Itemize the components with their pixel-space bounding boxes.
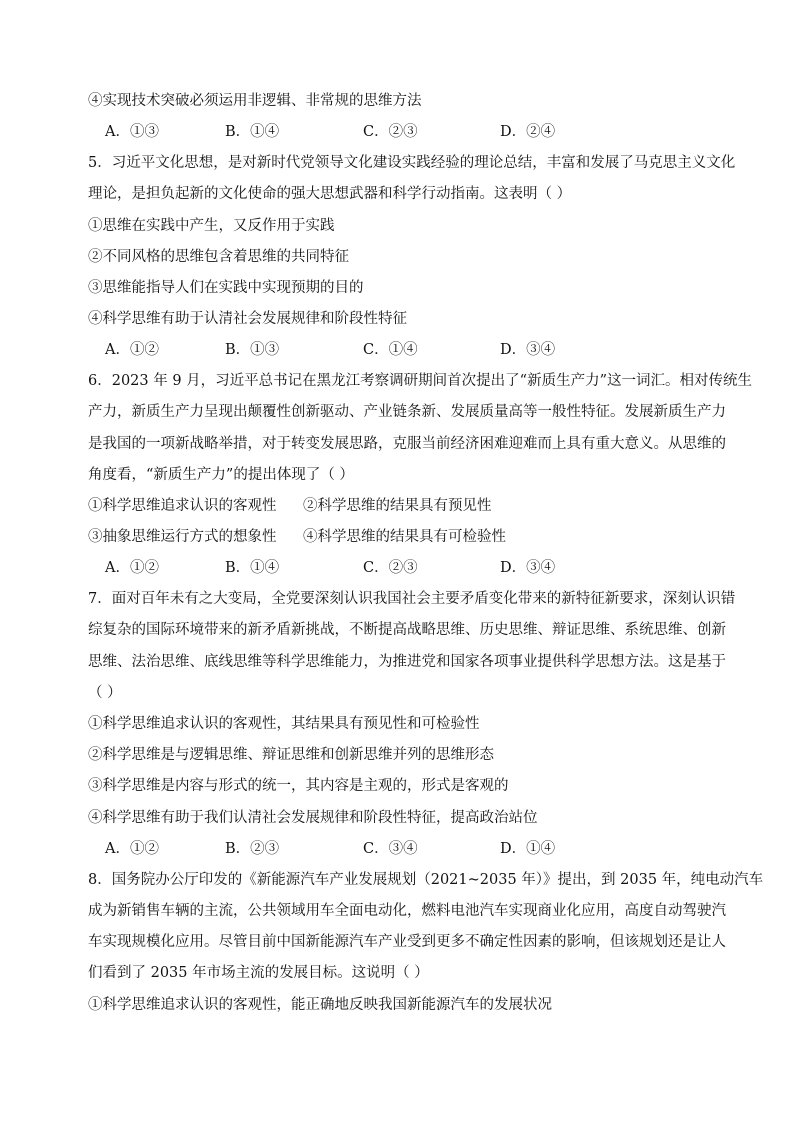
- q6-stem-line-3: 是我国的一项新战略举措，对于转变发展思路，克服当前经济困难迎难而上具有重大意义。从思维的: [88, 436, 726, 452]
- q6-stem-line-4: 角度看，“新质生产力”的提出体现了（ ）: [88, 467, 354, 483]
- q5-option-d: D．③④: [500, 342, 556, 358]
- q7-option-d: D．①④: [500, 841, 556, 857]
- q5-statement-2: ②不同风格的思维包含着思维的共同特征: [88, 249, 349, 265]
- q4-option-b: B．①④: [225, 124, 280, 140]
- q7-statement-3: ③科学思维是内容与形式的统一，其内容是主观的，形式是客观的: [88, 778, 509, 794]
- q7-options: [105, 839, 665, 859]
- q6-option-c: C．②③: [363, 560, 418, 576]
- q6-option-d: D．③④: [500, 560, 556, 576]
- q4-options: [105, 122, 665, 142]
- q7-statement-2: ②科学思维是与逻辑思维、辩证思维和创新思维并列的思维形态: [88, 747, 494, 763]
- q5-stem-line-1: 5．习近平文化思想，是对新时代党领导文化建设实践经验的理论总结，丰富和发展了马克思主义文化: [88, 155, 736, 171]
- q7-stem-line-1: 7．面对百年未有之大变局，全党要深刻认识我国社会主要矛盾变化带来的新特征新要求，深刻认识错: [88, 591, 736, 607]
- q7-stem-line-4: （ ）: [88, 685, 122, 701]
- q4-statement-4: ④实现技术突破必须运用非逻辑、非常规的思维方法: [88, 93, 422, 109]
- q8-statement-1: ①科学思维追求认识的客观性，能正确地反映我国新能源汽车的发展状况: [88, 997, 552, 1013]
- q6-statements-row-2: [88, 527, 688, 547]
- q6-stem-line-1: 6．2023 年 9 月，习近平总书记在黑龙江考察调研期间首次提出了“新质生产力”这一词汇。相对传统生: [88, 373, 753, 389]
- q5-option-c: C．①④: [363, 342, 418, 358]
- q7-option-c: C．③④: [363, 841, 418, 857]
- q4-option-a: A．①③: [105, 124, 159, 140]
- q6-stem-line-2: 产力，新质生产力呈现出颠覆性创新驱动、产业链条新、发展质量高等一般性特征。发展新质生产力: [88, 404, 726, 420]
- q6-statement-1: ①科学思维追求认识的客观性: [88, 498, 277, 514]
- q6-options: [105, 558, 665, 578]
- q6-option-a: A．①②: [105, 560, 159, 576]
- q5-statement-4: ④科学思维有助于认清社会发展规律和阶段性特征: [88, 311, 407, 327]
- q6-statement-4: ④科学思维的结果具有可检验性: [303, 529, 506, 545]
- q7-statement-4: ④科学思维有助于我们认清社会发展规律和阶段性特征，提高政治站位: [88, 810, 538, 826]
- q4-option-d: D．②④: [500, 124, 556, 140]
- q6-option-b: B．①④: [225, 560, 280, 576]
- q6-statement-3: ③抽象思维运行方式的想象性: [88, 529, 277, 545]
- q5-statement-3: ③思维能指导人们在实践中实现预期的目的: [88, 280, 364, 296]
- q7-stem-line-3: 思维、法治思维、底线思维等科学思维能力，为推进党和国家各项事业提供科学思想方法。这是基于: [88, 654, 726, 670]
- q5-option-a: A．①②: [105, 342, 159, 358]
- q7-option-a: A．①②: [105, 841, 159, 857]
- q7-statement-1: ①科学思维追求认识的客观性，其结果具有预见性和可检验性: [88, 716, 480, 732]
- q5-stem-line-2: 理论，是担负起新的文化使命的强大思想武器和科学行动指南。这表明（ ）: [88, 186, 572, 202]
- q5-option-b: B．①③: [225, 342, 280, 358]
- q6-statement-2: ②科学思维的结果具有预见性: [303, 498, 492, 514]
- q6-statements-row-1: [88, 496, 688, 516]
- q7-stem-line-2: 综复杂的国际环境带来的新矛盾新挑战，不断提高战略思维、历史思维、辩证思维、系统思维、创新: [88, 622, 726, 638]
- q8-stem-line-2: 成为新销售车辆的主流，公共领域用车全面电动化，燃料电池汽车实现商业化应用，高度自动驾驶汽: [88, 903, 726, 919]
- q7-option-b: B．②③: [225, 841, 280, 857]
- q8-stem-line-1: 8．国务院办公厅印发的《新能源汽车产业发展规划（2021~2035 年）》提出，到 2035 年，纯电动汽车: [88, 872, 764, 888]
- q4-option-c: C．②③: [363, 124, 418, 140]
- q8-stem-line-4: 们看到了 2035 年市场主流的发展目标。这说明（ ）: [88, 965, 429, 981]
- q5-statement-1: ①思维在实践中产生，又反作用于实践: [88, 218, 335, 234]
- q5-options: [105, 340, 665, 360]
- q8-stem-line-3: 车实现规模化应用。尽管目前中国新能源汽车产业受到更多不确定性因素的影响，但该规划还是让人: [88, 934, 726, 950]
